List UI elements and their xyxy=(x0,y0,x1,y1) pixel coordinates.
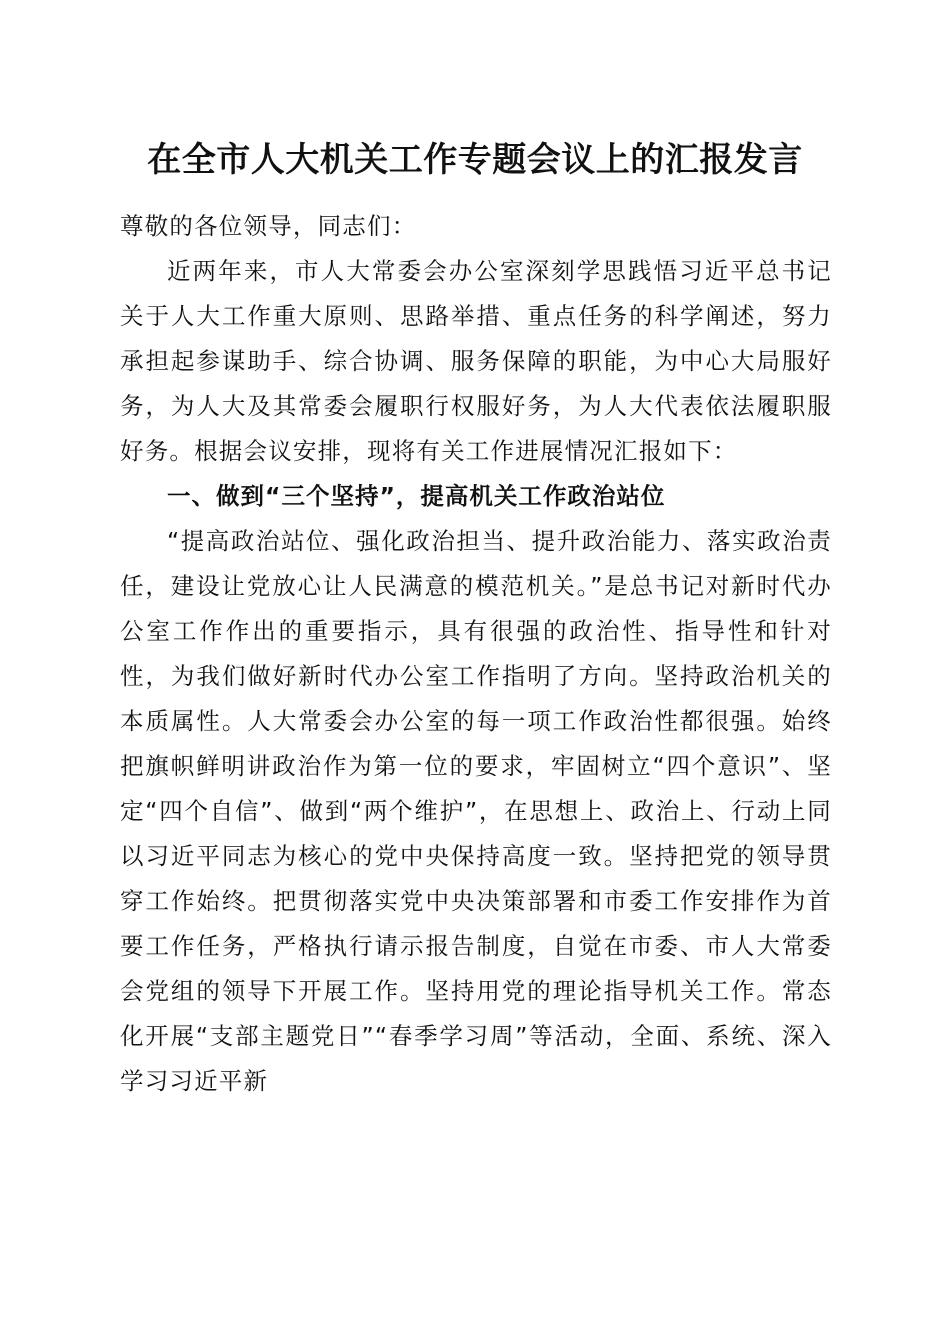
intro-paragraph: 近两年来，市人大常委会办公室深刻学思践悟习近平总书记关于人大工作重大原则、思路举措、重点任务的科学阐述，努力承担起参谋助手、综合协调、服务保障的职能，为中心大局服好务，为人大及其常委会履职行权服好务，为人大代表依法履职服好务。根据会议安排，现将有关工作进展情况汇报如下： xyxy=(120,257,832,465)
section-heading-1: 一、做到“三个坚持”，提高机关工作政治站位 xyxy=(167,482,666,510)
document-body xyxy=(120,204,832,1104)
salutation: 尊敬的各位领导，同志们： xyxy=(120,212,417,240)
section-paragraph-1: “提高政治站位、强化政治担当、提升政治能力、落实政治责任，建设让党放心让人民满意的模范机关。”是总书记对新时代办公室工作作出的重要指示，具有很强的政治性、指导性和针对性，为我们做好新时代办公室工作指明了方向。坚持政治机关的本质属性。人大常委会办公室的每一项工作政治性都很强。始终把旗帜鲜明讲政治作为第一位的要求，牢固树立“四个意识”、坚定“四个自信”、做到“两个维护”，在思想上、政治上、行动上同以习近平同志为核心的党中央保持高度一致。坚持把党的领导贯穿工作始终。把贯彻落实党中央决策部署和市委工作安排作为首要工作任务，严格执行请示报告制度，自觉在市委、市人大常委会党组的领导下开展工作。坚持用党的理论指导机关工作。常态化开展“支部主题党日”“春季学习周”等活动，全面、系统、深入学习习近平新 xyxy=(120,527,832,1095)
document-title: 在全市人大机关工作专题会议上的汇报发言 xyxy=(147,140,803,180)
